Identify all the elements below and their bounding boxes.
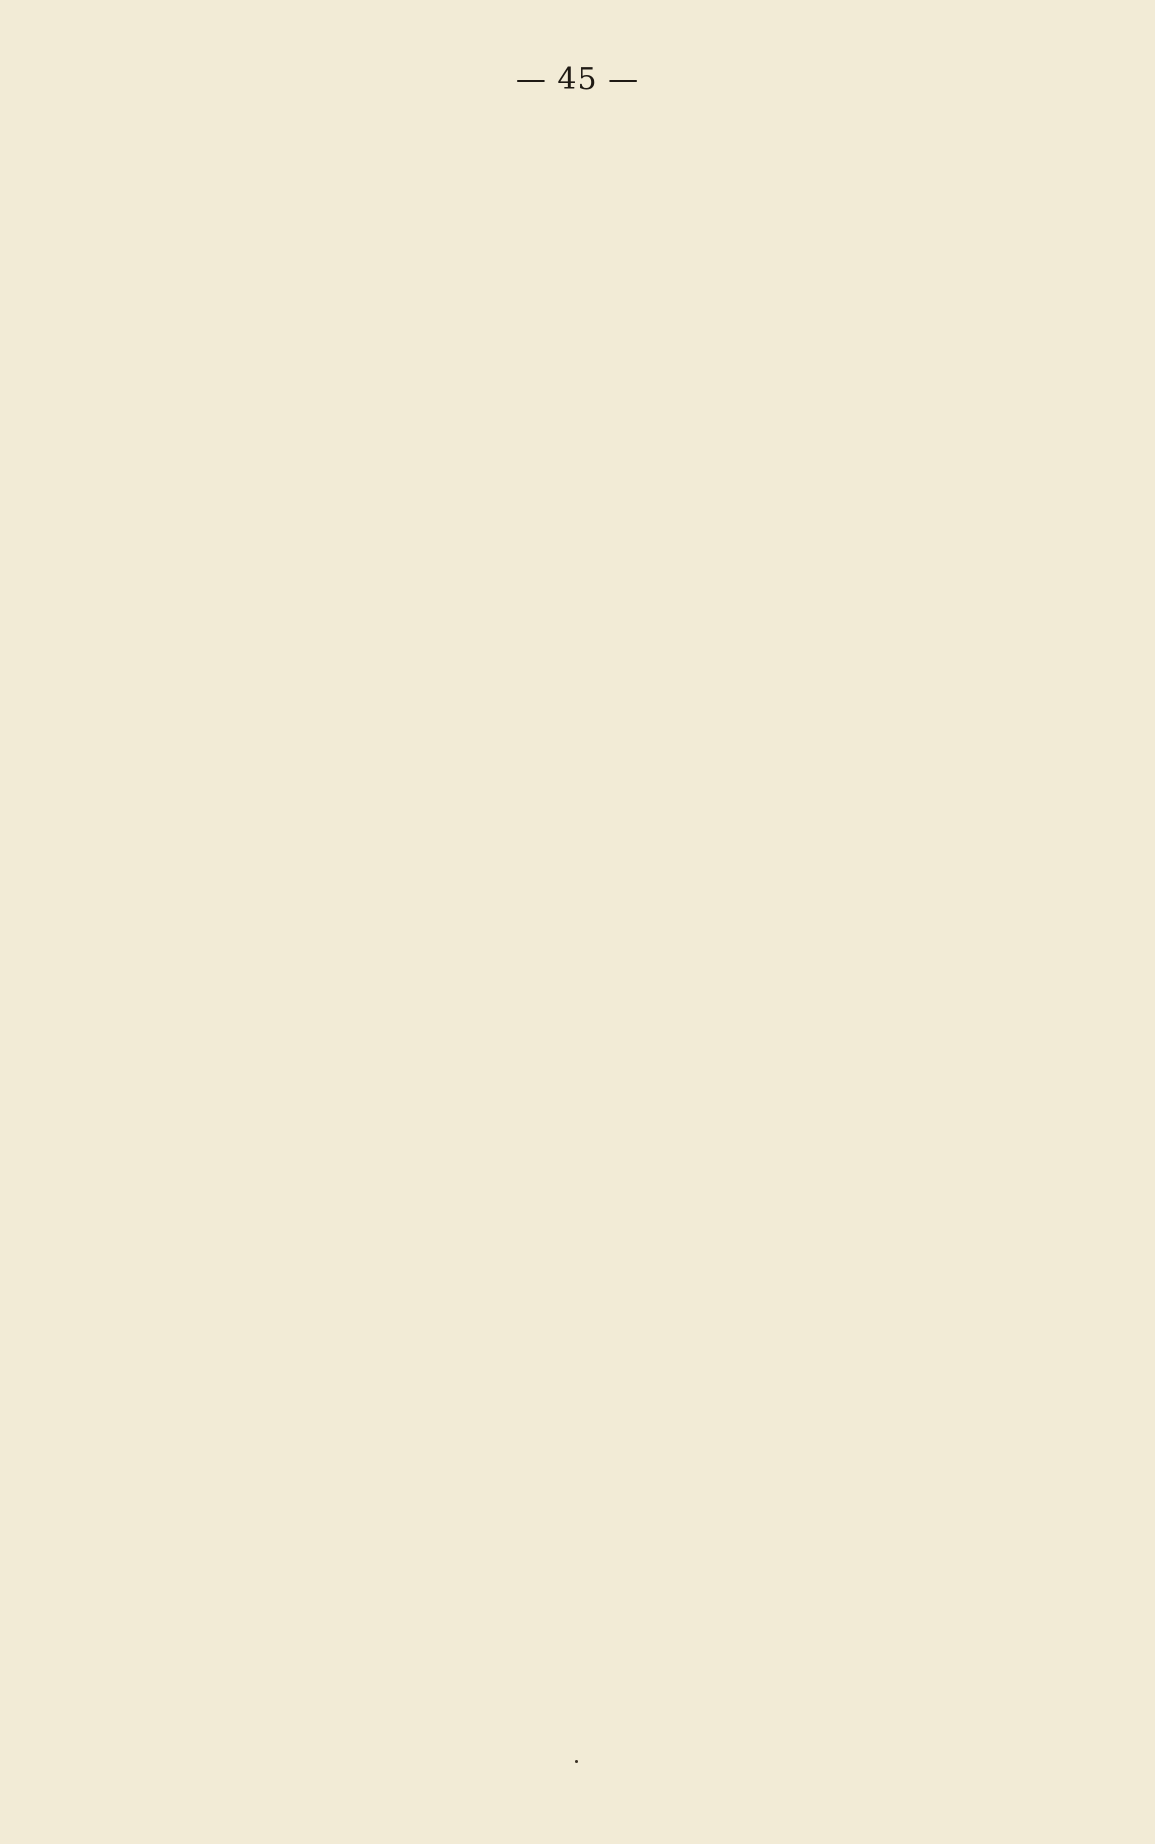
text-line — [48, 340, 1068, 382]
text-line — [48, 964, 1068, 1006]
print-speck — [575, 1760, 578, 1763]
text-line — [48, 174, 1068, 216]
body-text — [48, 132, 1068, 1546]
text-line — [48, 1463, 1068, 1505]
page-number: — 45 — — [515, 62, 640, 97]
text-line — [48, 1505, 1068, 1547]
text-line — [48, 257, 1068, 299]
text-line — [48, 1255, 1068, 1297]
paragraph-start-line — [48, 756, 1068, 798]
text-line — [48, 922, 1068, 964]
text-line — [48, 548, 1068, 590]
text-line — [48, 673, 1068, 715]
text-line — [48, 839, 1068, 881]
text-line — [48, 1047, 1068, 1089]
text-line — [48, 382, 1068, 424]
text-line — [48, 1089, 1068, 1131]
text-line — [48, 506, 1068, 548]
text-line — [48, 881, 1068, 923]
text-line — [48, 714, 1068, 756]
text-line — [48, 1421, 1068, 1463]
text-line — [48, 1005, 1068, 1047]
text-line — [48, 465, 1068, 507]
text-line — [48, 798, 1068, 840]
text-line — [48, 1130, 1068, 1172]
text-line — [48, 1213, 1068, 1255]
text-line — [48, 132, 1068, 174]
text-line — [48, 1338, 1068, 1380]
text-line — [48, 215, 1068, 257]
text-line — [48, 631, 1068, 673]
text-line — [48, 1297, 1068, 1339]
text-line — [48, 298, 1068, 340]
text-line — [48, 423, 1068, 465]
text-line — [48, 1380, 1068, 1422]
text-line — [48, 1172, 1068, 1214]
text-line — [48, 590, 1068, 632]
